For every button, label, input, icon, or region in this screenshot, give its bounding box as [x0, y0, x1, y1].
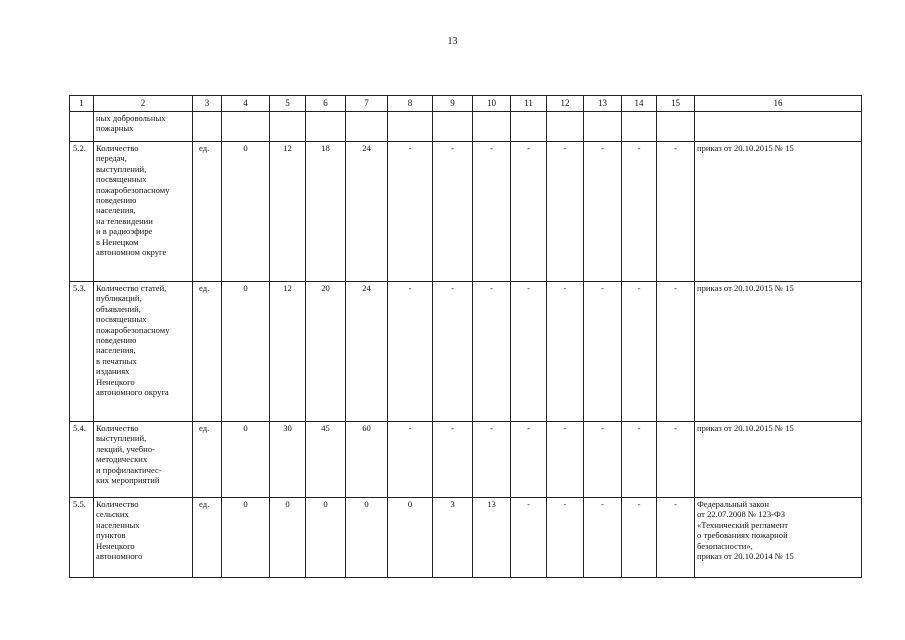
value-cell: - — [547, 282, 584, 422]
table-row — [70, 498, 862, 578]
value-cell: 20 — [306, 282, 346, 422]
value-cell: - — [622, 422, 657, 498]
value-cell: 30 — [270, 422, 306, 498]
header-cell-8: 8 — [388, 96, 433, 112]
indicator-name-line: автономного округа — [96, 387, 169, 398]
value-cell: - — [473, 422, 511, 498]
indicator-name-line: и в радиоэфире — [96, 226, 153, 237]
indicator-name-line: выступлений, — [96, 433, 147, 444]
header-row — [70, 96, 862, 112]
value-cell — [306, 112, 346, 142]
indicator-name — [94, 498, 193, 578]
indicator-name-line: населенных — [96, 519, 140, 530]
indicator-name-line: Ненецкого — [96, 376, 135, 387]
indicator-name-line: выступлений, — [96, 163, 147, 174]
unit-cell: ед. — [193, 282, 222, 422]
value-cell: - — [388, 142, 433, 282]
legal-basis-line: безопасности», — [697, 540, 753, 551]
indicator-name-line: объявлений, — [96, 303, 141, 314]
legal-basis — [695, 498, 862, 578]
indicator-name-line: пожаробезопасному — [96, 324, 170, 335]
row-number: 5.5. — [70, 498, 94, 578]
legal-basis-line: приказ от 20.10.2015 № 15 — [697, 143, 794, 153]
value-cell: 3 — [433, 498, 473, 578]
value-cell: - — [473, 282, 511, 422]
legal-basis-line: о требованиях пожарной — [697, 530, 788, 541]
value-cell: - — [511, 498, 547, 578]
header-cell-4: 4 — [222, 96, 270, 112]
indicator-name-line: Количество — [96, 499, 139, 509]
value-cell: - — [547, 422, 584, 498]
value-cell: - — [433, 282, 473, 422]
indicator-name — [94, 422, 193, 498]
value-cell: 0 — [222, 422, 270, 498]
value-cell: - — [547, 498, 584, 578]
indicator-name — [94, 112, 193, 142]
indicator-name-line: лекций, учебно- — [96, 443, 155, 454]
value-cell: - — [584, 282, 622, 422]
value-cell: - — [657, 422, 695, 498]
value-cell — [346, 112, 388, 142]
legal-basis-line: от 22.07.2008 № 123-ФЗ — [697, 509, 786, 520]
indicator-name-line: Ненецкого — [96, 540, 135, 551]
header-cell-11: 11 — [511, 96, 547, 112]
page-number: 13 — [447, 36, 458, 47]
header-cell-2: 2 — [94, 96, 193, 112]
value-cell: - — [433, 142, 473, 282]
unit-cell — [193, 112, 222, 142]
header-cell-15: 15 — [657, 96, 695, 112]
value-cell: 0 — [222, 282, 270, 422]
indicator-name-line: ких мероприятий — [96, 475, 160, 486]
legal-basis-line: Федеральный закон — [697, 499, 770, 509]
value-cell — [657, 112, 695, 142]
value-cell: - — [547, 142, 584, 282]
indicator-name-line: поведению — [96, 195, 137, 206]
value-cell: - — [388, 282, 433, 422]
header-cell-14: 14 — [622, 96, 657, 112]
value-cell: 0 — [222, 142, 270, 282]
value-cell: 0 — [346, 498, 388, 578]
value-cell — [433, 112, 473, 142]
value-cell — [584, 112, 622, 142]
indicator-table — [69, 95, 862, 578]
value-cell: - — [388, 422, 433, 498]
row-number — [70, 112, 94, 142]
value-cell: 0 — [222, 498, 270, 578]
value-cell — [547, 112, 584, 142]
value-cell — [473, 112, 511, 142]
legal-basis-line: «Технический регламент — [697, 519, 789, 530]
indicator-name-line: на телевидении — [96, 215, 153, 226]
value-cell — [388, 112, 433, 142]
value-cell — [511, 112, 547, 142]
header-cell-1: 1 — [70, 96, 94, 112]
value-cell: - — [511, 282, 547, 422]
indicator-name-line: поведению — [96, 335, 137, 346]
header-cell-3: 3 — [193, 96, 222, 112]
indicator-name-line: ных добровольных — [96, 113, 166, 123]
header-cell-10: 10 — [473, 96, 511, 112]
indicator-name — [94, 142, 193, 282]
header-cell-6: 6 — [306, 96, 346, 112]
table-row — [70, 142, 862, 282]
value-cell: 0 — [388, 498, 433, 578]
indicator-name — [94, 282, 193, 422]
indicator-name-line: пунктов — [96, 530, 126, 541]
value-cell: 12 — [270, 282, 306, 422]
value-cell — [222, 112, 270, 142]
header-cell-13: 13 — [584, 96, 622, 112]
value-cell: - — [511, 142, 547, 282]
row-number: 5.3. — [70, 282, 94, 422]
value-cell: 24 — [346, 142, 388, 282]
indicator-name-line: Количество — [96, 143, 139, 153]
value-cell: 12 — [270, 142, 306, 282]
indicator-name-line: пожаробезопасному — [96, 184, 170, 195]
indicator-name-line: населения, — [96, 345, 136, 356]
indicator-name-line: посвященных — [96, 174, 147, 185]
row-number: 5.2. — [70, 142, 94, 282]
value-cell: - — [657, 142, 695, 282]
legal-basis — [695, 282, 862, 422]
header-cell-16: 16 — [695, 96, 862, 112]
value-cell: 0 — [270, 498, 306, 578]
value-cell: 0 — [306, 498, 346, 578]
row-number: 5.4. — [70, 422, 94, 498]
table-row — [70, 112, 862, 142]
value-cell: - — [584, 142, 622, 282]
value-cell: 13 — [473, 498, 511, 578]
indicator-name-line: в печатных — [96, 355, 137, 366]
value-cell: - — [511, 422, 547, 498]
value-cell: 18 — [306, 142, 346, 282]
value-cell: - — [433, 422, 473, 498]
indicator-name-line: публикаций, — [96, 293, 142, 304]
unit-cell: ед. — [193, 422, 222, 498]
value-cell: 24 — [346, 282, 388, 422]
value-cell: - — [657, 282, 695, 422]
header-cell-7: 7 — [346, 96, 388, 112]
legal-basis — [695, 142, 862, 282]
legal-basis — [695, 112, 862, 142]
value-cell — [622, 112, 657, 142]
value-cell: 45 — [306, 422, 346, 498]
header-cell-12: 12 — [547, 96, 584, 112]
indicator-name-line: посвященных — [96, 314, 147, 325]
indicator-name-line: Количество статей, — [96, 283, 167, 293]
header-cell-9: 9 — [433, 96, 473, 112]
value-cell: - — [622, 498, 657, 578]
indicator-name-line: передач, — [96, 153, 127, 164]
value-cell: - — [473, 142, 511, 282]
indicator-name-line: Количество — [96, 423, 139, 433]
value-cell: 60 — [346, 422, 388, 498]
indicator-name-line: автономном округе — [96, 247, 167, 258]
indicator-name-line: в Ненецком — [96, 236, 139, 247]
value-cell: - — [584, 422, 622, 498]
legal-basis-line: приказ от 20.10.2015 № 15 — [697, 423, 794, 433]
unit-cell: ед. — [193, 142, 222, 282]
indicator-name-line: изданиях — [96, 366, 130, 377]
header-cell-5: 5 — [270, 96, 306, 112]
value-cell: - — [622, 282, 657, 422]
legal-basis-line: приказ от 20.10.2014 № 15 — [697, 551, 794, 562]
legal-basis-line: приказ от 20.10.2015 № 15 — [697, 283, 794, 293]
value-cell: - — [657, 498, 695, 578]
table-row — [70, 282, 862, 422]
value-cell — [270, 112, 306, 142]
indicator-name-line: сельских — [96, 509, 129, 520]
value-cell: - — [584, 498, 622, 578]
indicator-name-line: и профилактичес- — [96, 464, 162, 475]
indicator-name-line: методических — [96, 454, 148, 465]
indicator-name-line: автономного — [96, 551, 143, 562]
legal-basis — [695, 422, 862, 498]
unit-cell: ед. — [193, 498, 222, 578]
indicator-name-line: населения, — [96, 205, 136, 216]
value-cell: - — [622, 142, 657, 282]
table-row — [70, 422, 862, 498]
indicator-name-line: пожарных — [96, 123, 134, 134]
